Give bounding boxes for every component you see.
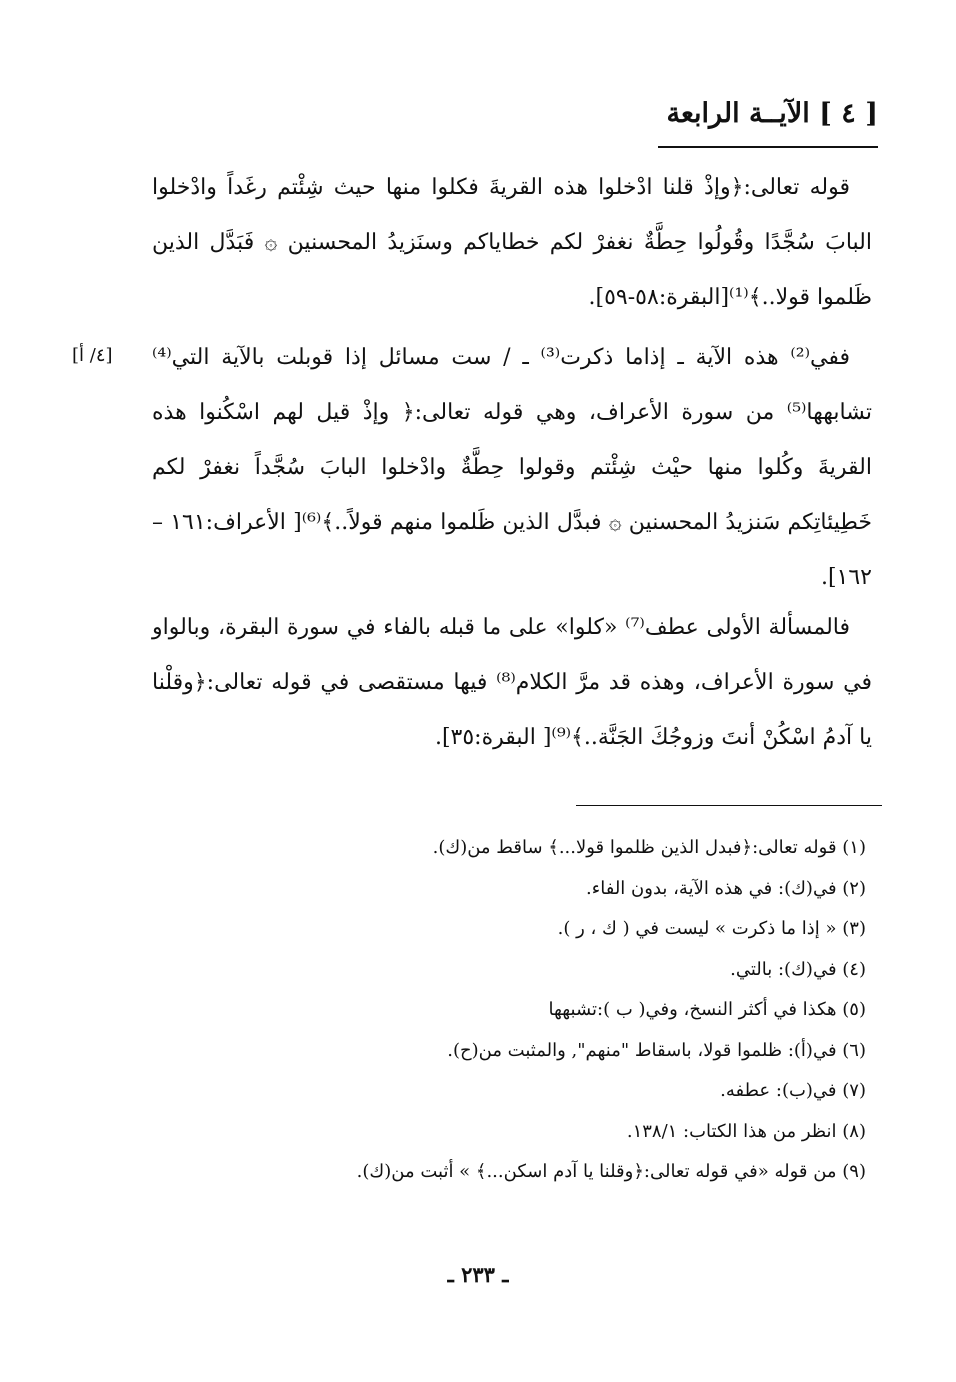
paragraph-3 [152, 600, 872, 765]
footnote-2: (٢) في(ك): في هذه الآية، بدون الفاء. [586, 877, 866, 899]
footnote-1: (١) قوله تعالى:﴿فبدل الذين ظلموا قولا...﴾ ساقط من(ك). [432, 837, 866, 858]
paragraph-2-text: ففي⁽²⁾ هذه الآية ـ إذاما ذكرت⁽³⁾ ـ / ست مسائل إذا قوبلت بالآية التي⁽⁴⁾ تشابهها⁽⁵⁾ من سورة الأعراف، وهي قوله تعالى:﴿ وإذْ قيل لهم اسْكُنوا هذه القريةَ وكُلوا منها حيْث شِئْتم وقولوا حِطَّةٌ وادْخلوا البابَ سُجَّداً نغفرْ لكم خَطِيئاتِكم سَنزيدُ المحسنين ۞ فبدَّل الذين ظَلموا منهم قولاً..﴾⁽⁶⁾[ الأعراف:١٦١ – ١٦٢]. [152, 345, 873, 590]
footnote-9: (٩) من قوله «في قوله تعالى:﴿وقلنا يا آدم اسكن...﴾ » أثبت من(ك). [356, 1161, 866, 1182]
footnote-6: (٦) في(أ): ظلموا قولا، باسقاط "منهم", والمثبت من(ح). [447, 1039, 866, 1061]
footnotes-list [146, 828, 866, 1193]
footnote-7: (٧) في(ب): عطفه. [720, 1080, 866, 1101]
paragraph-1-text: قوله تعالى:﴿وإذْ قلنا ادْخلوا هذه القريةَ فكلوا منها حيث شِئْتم رغَداً وادْخلوا البابَ سُجَّدًا وقُولُوا حِطَّةٌ نغفرْ لكم خطاياكم وسنَزيدُ المحسنين ۞ فَبَدَّل الذين ظَلموا قولا..﴾⁽¹⁾[البقرة:٥٨-٥٩]. [152, 175, 872, 310]
paragraph-1 [152, 160, 872, 325]
footnote-3: (٣) « إذا ما ذكرت » ليست في ( ك ، ر ). [557, 918, 866, 939]
paragraph-3-text: فالمسألة الأولى عطف⁽⁷⁾ «كلوا» على ما قبله بالفاء في سورة البقرة، وبالواو في سورة الأعراف، وهذه قد مرَّ الكلام⁽⁸⁾ فيها مستقصى في قوله تعالى:﴿وقلْنا يا آدمُ اسْكُنْ أنتَ وزوجُكَ الجَنَّة..﴾⁽⁹⁾[ البقرة:٣٥]. [152, 615, 873, 750]
footnote-8: (٨) انظر من هذا الكتاب: ١٣٨/١. [626, 1120, 866, 1142]
section-heading: [ ٤ ] الآيــة الرابعة [666, 98, 878, 129]
footnote-5: (٥) هكذا في أكثر النسخ، وفي( ب ):تشبهها [548, 999, 866, 1020]
page-number: ـ ٢٣٣ ـ [447, 1262, 509, 1287]
manuscript-folio-note: [٤/ أ] [72, 345, 113, 366]
footnote-separator [576, 805, 882, 806]
footnote-4: (٤) في(ك): بالتي. [730, 958, 866, 980]
paragraph-2 [152, 330, 872, 605]
heading-underline [658, 146, 878, 148]
